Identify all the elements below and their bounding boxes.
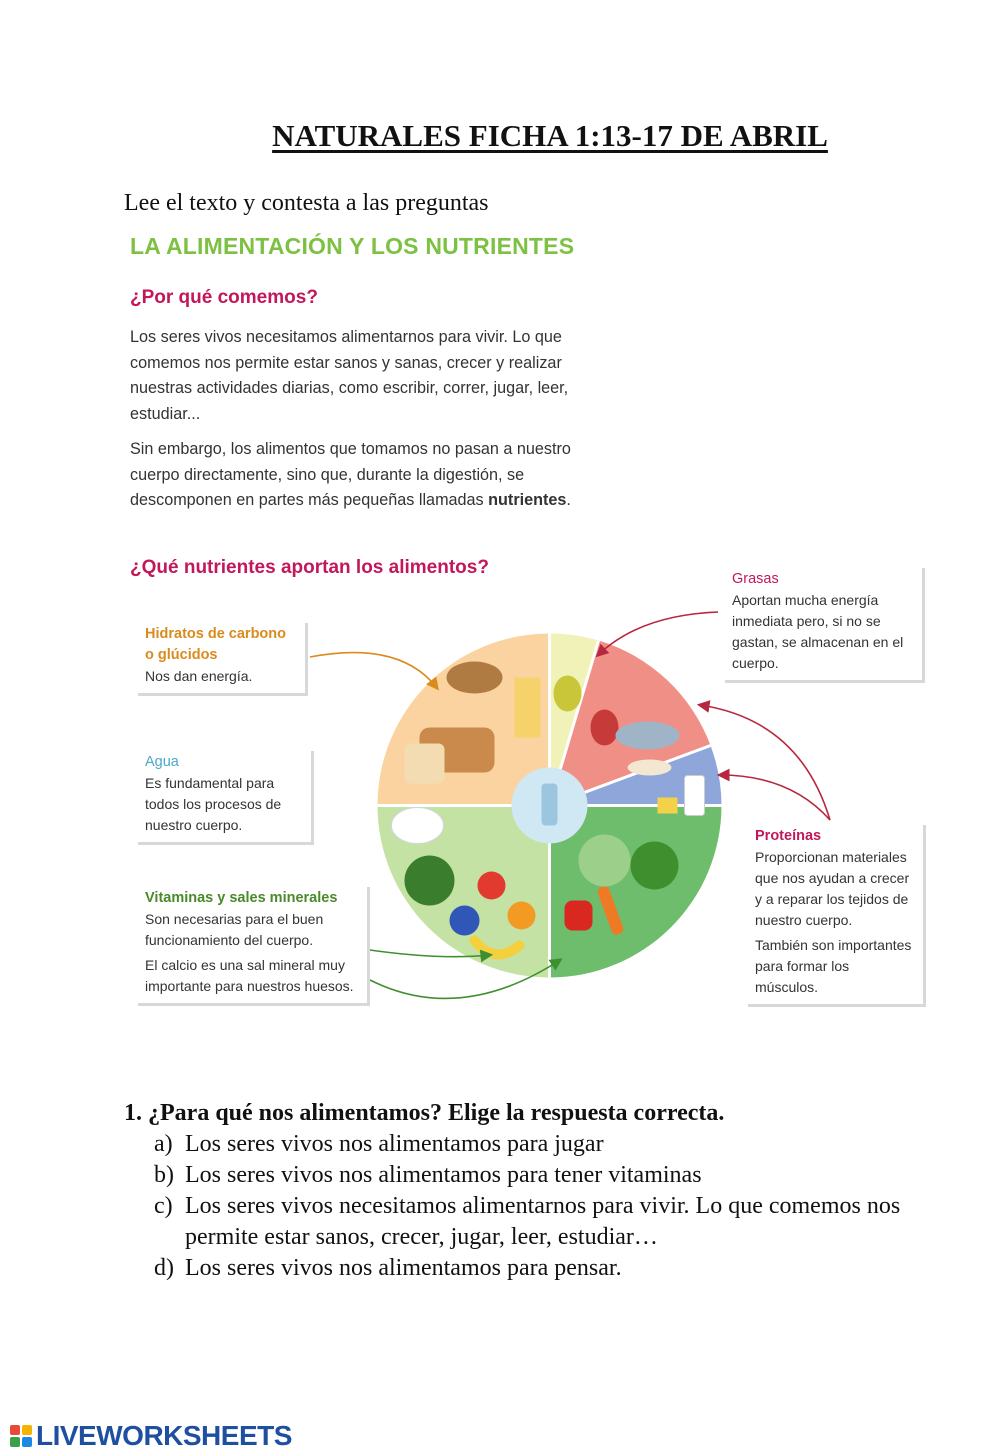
instruction-text: Lee el texto y contesta a las preguntas — [124, 190, 489, 216]
box-hidratos-heading: Hidratos de carbono o glúcidos — [145, 626, 286, 663]
box-agua-heading: Agua — [145, 754, 179, 770]
section-heading-why-eat: ¿Por qué comemos? — [130, 287, 318, 308]
box-vitaminas — [135, 884, 367, 1003]
box-grasas-text: Aportan mucha energía inmediata pero, si no se gastan, se almacenan en el cuerpo. — [732, 592, 904, 671]
question-1: 1. ¿Para qué nos alimentamos? Elige la respuesta correcta. — [124, 1100, 725, 1126]
box-proteinas-heading: Proteínas — [755, 828, 822, 844]
logo-mark-icon — [10, 1425, 32, 1447]
answer-option-d[interactable]: d) Los seres vivos nos alimentamos para pensar. — [154, 1255, 622, 1281]
liveworksheets-logo[interactable] — [10, 1420, 292, 1452]
box-proteinas-text1: Proporcionan materiales que nos ayudan a crecer y a reparar los tejidos de nuestro cuerpo. — [755, 849, 910, 928]
box-vitaminas-text1: Son necesarias para el buen funcionamiento del cuerpo. — [145, 911, 324, 948]
questions-section — [124, 1098, 964, 1284]
paragraph-digestion: Sin embargo, los alimentos que tomamos no pasan a nuestro cuerpo directamente, sino que, durante la digestión, se descomponen en partes más pequeñas llamadas nutrientes. — [130, 440, 571, 509]
box-agua-text: Es fundamental para todos los procesos de nuestro cuerpo. — [145, 775, 282, 833]
box-agua — [135, 748, 311, 842]
answer-option-c[interactable]: c) Los seres vivos necesitamos alimentarnos para vivir. Lo que comemos nos permite estar sanos, crecer, jugar, leer, estudiar… — [154, 1193, 901, 1250]
answer-option-a[interactable]: a) Los seres vivos nos alimentamos para jugar — [154, 1131, 604, 1157]
box-grasas-heading: Grasas — [732, 571, 779, 587]
article-title: LA ALIMENTACIÓN Y LOS NUTRIENTES — [130, 233, 575, 259]
box-vitaminas-heading: Vitaminas y sales minerales — [145, 890, 338, 906]
paragraph-why-eat: Los seres vivos necesitamos alimentarnos para vivir. Lo que comemos nos permite estar sanos y sanas, crecer y realizar nuestras actividades diarias, como escribir, correr, jugar, leer, estudiar... — [130, 328, 569, 423]
page-title: NATURALES FICHA 1:13-17 DE ABRIL — [272, 118, 828, 153]
box-hidratos — [135, 620, 305, 693]
box-grasas — [722, 565, 922, 680]
answer-option-b[interactable]: b) Los seres vivos nos alimentamos para tener vitaminas — [154, 1162, 702, 1188]
box-vitaminas-text2: El calcio es una sal mineral muy importante para nuestros huesos. — [145, 957, 354, 994]
section-heading-nutrients: ¿Qué nutrientes aportan los alimentos? — [130, 557, 489, 578]
box-hidratos-text: Nos dan energía. — [145, 668, 253, 684]
box-proteinas — [745, 822, 923, 1004]
box-proteinas-text2: También son importantes para formar los músculos. — [755, 937, 912, 995]
logo-text: LIVEWORKSHEETS — [36, 1420, 292, 1451]
